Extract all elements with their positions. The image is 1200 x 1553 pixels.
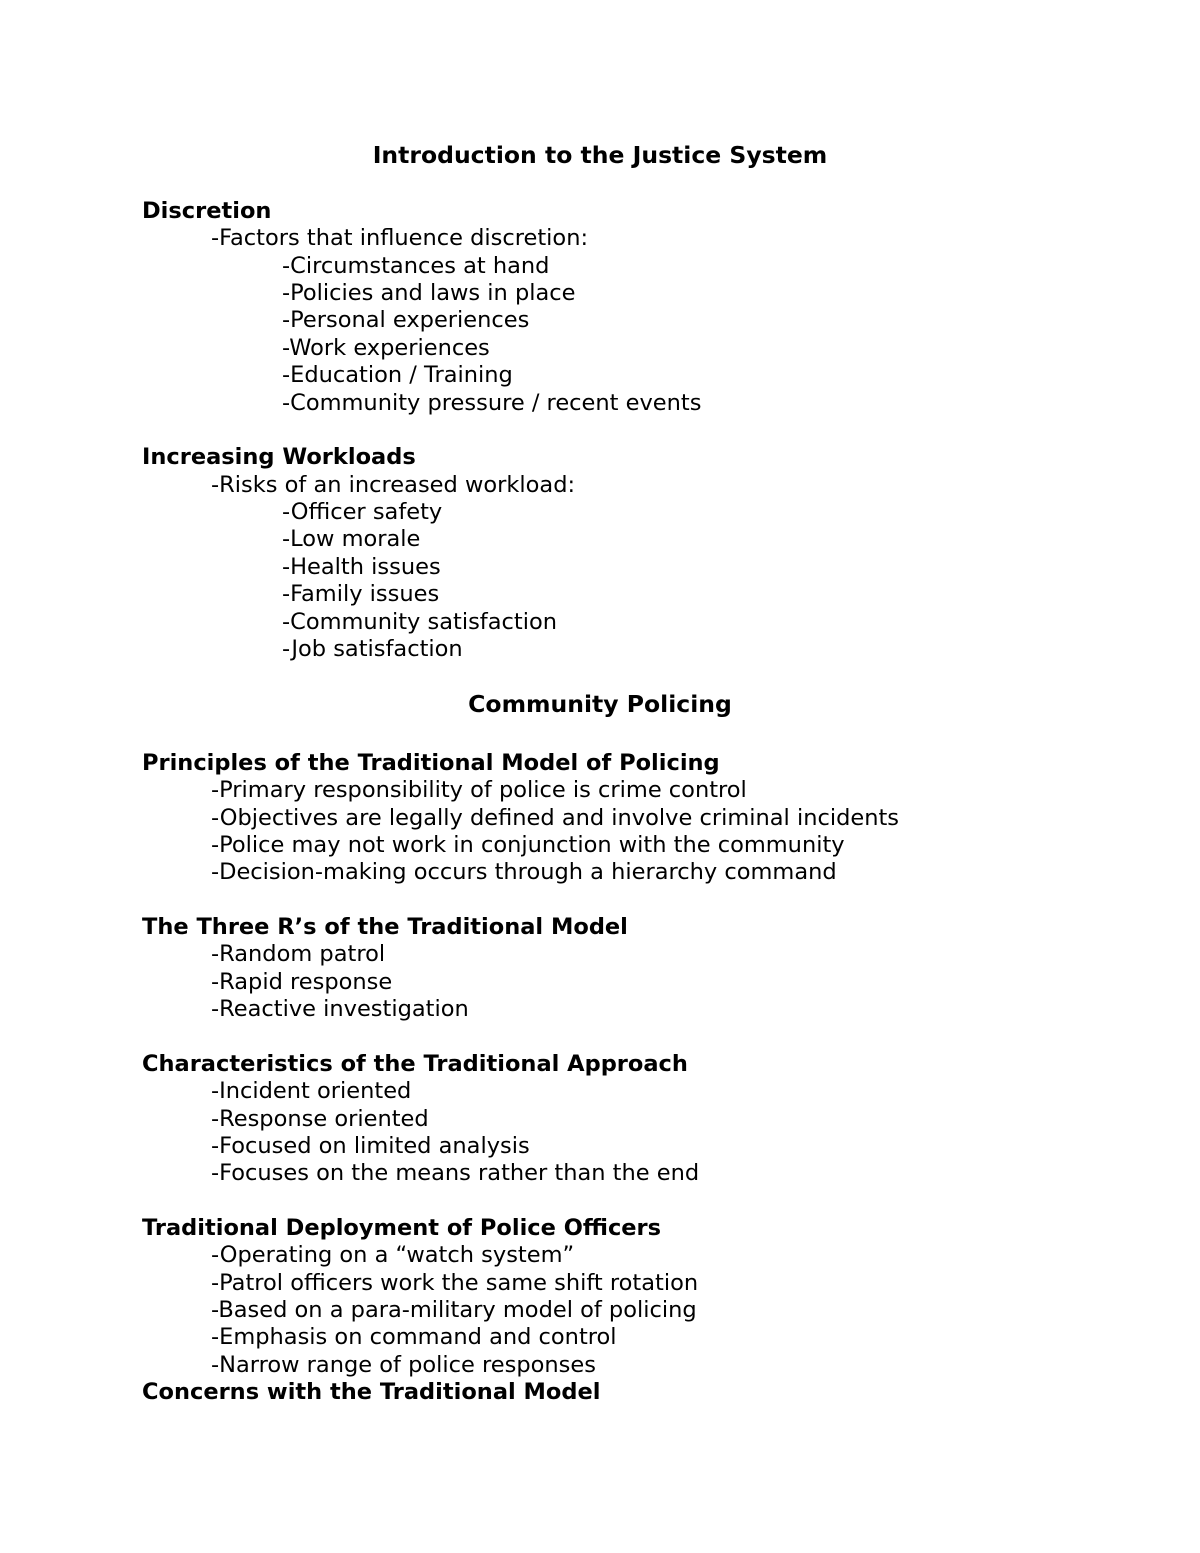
list-item: -Officer safety [282, 499, 443, 525]
section-heading-deployment: Traditional Deployment of Police Officers [142, 1215, 662, 1241]
list-item: -Police may not work in conjunction with the community [211, 832, 845, 858]
list-item: -Community pressure / recent events [282, 390, 702, 416]
list-item: -Reactive investigation [211, 996, 469, 1022]
section-heading-discretion: Discretion [142, 198, 272, 224]
list-item: -Focuses on the means rather than the end [211, 1160, 700, 1186]
section-heading-three-rs: The Three R’s of the Traditional Model [142, 914, 628, 940]
list-item: -Narrow range of police responses [211, 1352, 596, 1378]
discretion-intro: -Factors that influence discretion: [211, 225, 589, 251]
list-item: -Primary responsibility of police is crime control [211, 777, 747, 803]
list-item: -Policies and laws in place [282, 280, 576, 306]
list-item: -Community satisfaction [282, 609, 557, 635]
list-item: -Incident oriented [211, 1078, 412, 1104]
list-item: -Response oriented [211, 1106, 429, 1132]
list-item: -Low morale [282, 526, 421, 552]
document-title: Introduction to the Justice System [372, 141, 828, 169]
section-heading-principles: Principles of the Traditional Model of Policing [142, 750, 720, 776]
list-item: -Objectives are legally defined and involve criminal incidents [211, 805, 900, 831]
list-item: -Education / Training [282, 362, 513, 388]
section-heading-concerns: Concerns with the Traditional Model [142, 1379, 601, 1405]
list-item: -Family issues [282, 581, 440, 607]
list-item: -Random patrol [211, 941, 386, 967]
workloads-intro: -Risks of an increased workload: [211, 472, 576, 498]
list-item: -Based on a para-military model of policing [211, 1297, 697, 1323]
section-heading-characteristics: Characteristics of the Traditional Approach [142, 1051, 688, 1077]
list-item: -Patrol officers work the same shift rotation [211, 1270, 699, 1296]
list-item: -Work experiences [282, 335, 490, 361]
section-heading-workloads: Increasing Workloads [142, 444, 416, 470]
list-item: -Rapid response [211, 969, 393, 995]
list-item: -Circumstances at hand [282, 253, 550, 279]
section-title-community-policing: Community Policing [468, 690, 732, 718]
list-item: -Personal experiences [282, 307, 530, 333]
list-item: -Operating on a “watch system” [211, 1242, 575, 1268]
list-item: -Health issues [282, 554, 441, 580]
list-item: -Decision-making occurs through a hierarchy command [211, 859, 837, 885]
list-item: -Job satisfaction [282, 636, 463, 662]
list-item: -Emphasis on command and control [211, 1324, 617, 1350]
list-item: -Focused on limited analysis [211, 1133, 530, 1159]
